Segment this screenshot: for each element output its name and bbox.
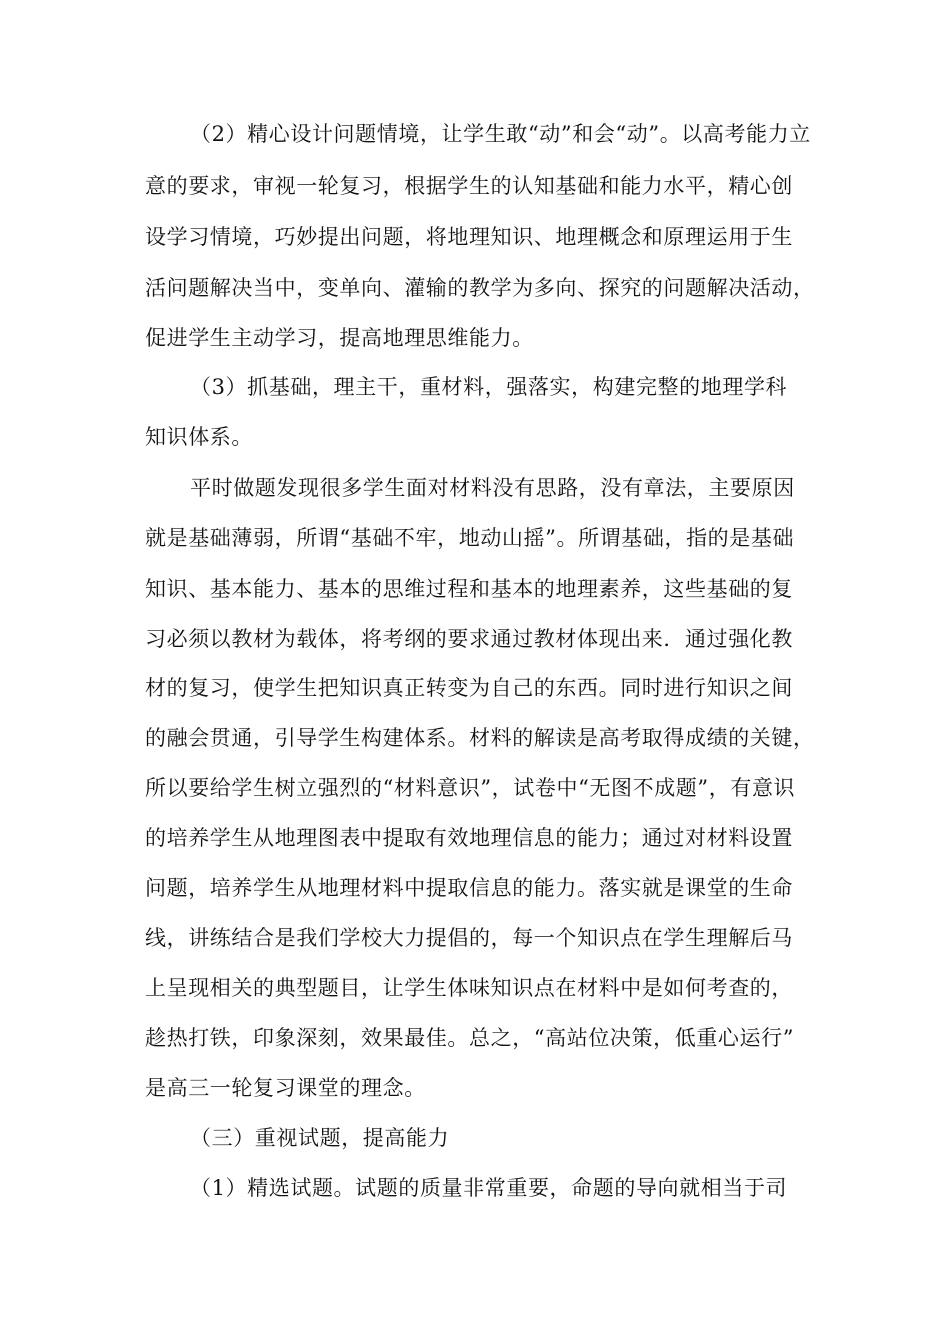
paragraph-line: 是高三一轮复习课堂的理念。 [145, 1076, 426, 1100]
paragraph-line: 平时做题发现很多学生面对材料没有思路，没有章法，主要原因 [190, 476, 795, 500]
paragraph-line: 的融会贯通，引导学生构建体系。材料的解读是高考取得成绩的关键， [145, 726, 815, 750]
paragraph-line: （2）精心设计问题情境，让学生敢“动”和会“动”。以高考能力立 [190, 122, 811, 146]
paragraph-line: 促进学生主动学习，提高地理思维能力。 [145, 326, 534, 350]
section-heading: （三）重视试题，提高能力 [190, 1126, 450, 1150]
paragraph-line: 就是基础薄弱，所谓“基础不牢，地动山摇”。所谓基础，指的是基础 [145, 526, 795, 550]
paragraph-line: 意的要求，审视一轮复习，根据学生的认知基础和能力水平，精心创 [145, 174, 793, 198]
paragraph-line: 活问题解决当中，变单向、灌输的教学为多向、探究的问题解决活动， [145, 276, 815, 300]
paragraph-line: 的培养学生从地理图表中提取有效地理信息的能力；通过对材料设置 [145, 826, 793, 850]
paragraph-line: 问题，培养学生从地理材料中提取信息的能力。落实就是课堂的生命 [145, 876, 793, 900]
paragraph-line: 线，讲练结合是我们学校大力提倡的，每一个知识点在学生理解后马 [145, 926, 793, 950]
paragraph-line: 材的复习，使学生把知识真正转变为自己的东西。同时进行知识之间 [145, 676, 793, 700]
paragraph-line: （1）精选试题。试题的质量非常重要，命题的导向就相当于司 [190, 1176, 788, 1200]
paragraph-line: 上呈现相关的典型题目，让学生体味知识点在材料中是如何考查的， [145, 976, 793, 1000]
paragraph-line: 所以要给学生树立强烈的“材料意识”，试卷中“无图不成题”，有意识 [145, 776, 796, 800]
paragraph-line: 知识体系。 [145, 425, 253, 449]
paragraph-line: 趁热打铁，印象深刻，效果最佳。总之，“高站位决策，低重心运行” [145, 1026, 795, 1050]
paragraph-line: 设学习情境，巧妙提出问题，将地理知识、地理概念和原理运用于生 [145, 225, 793, 249]
paragraph-line: 习必须以教材为载体，将考纲的要求通过教材体现出来．通过强化教 [145, 627, 793, 651]
paragraph-line: （3）抓基础，理主干，重材料，强落实，构建完整的地理学科 [190, 375, 788, 399]
paragraph-line: 知识、基本能力、基本的思维过程和基本的地理素养，这些基础的复 [145, 577, 793, 601]
